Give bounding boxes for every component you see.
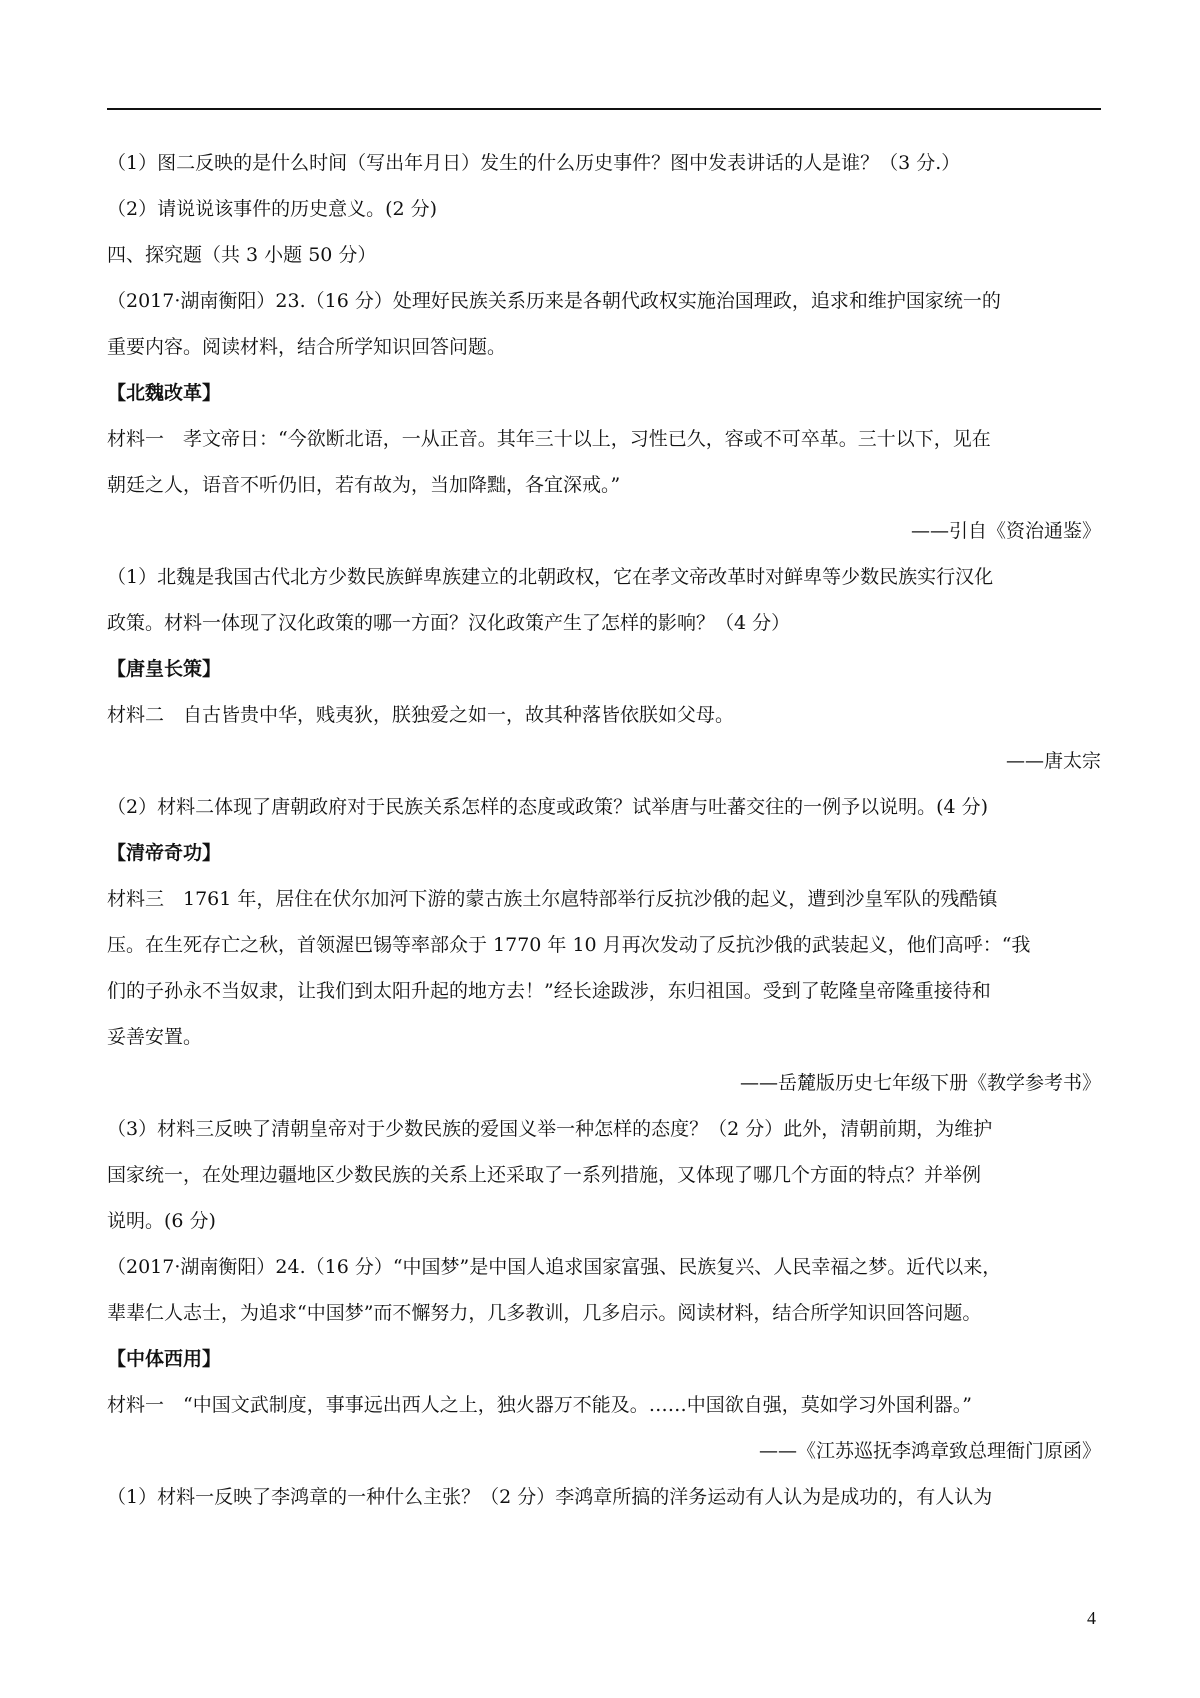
document-body <box>107 140 1101 1520</box>
text-line: （2017·湖南衡阳）23.（16 分）处理好民族关系历来是各朝代政权实施治国理政，追求和维护国家统一的 <box>107 290 1001 312</box>
text-line: 材料三 1761 年，居住在伏尔加河下游的蒙古族土尔扈特部举行反抗沙俄的起义，遭到沙皇军队的残酷镇 <box>107 888 998 910</box>
text-line: （1）材料一反映了李鸿章的一种什么主张？（2 分）李鸿章所搞的洋务运动有人认为是成功的，有人认为 <box>107 1486 993 1508</box>
text-line: 妥善安置。 <box>107 1026 203 1048</box>
header-rule <box>107 108 1101 110</box>
text-line: 重要内容。阅读材料，结合所学知识回答问题。 <box>107 336 507 358</box>
text-line: 国家统一，在处理边疆地区少数民族的关系上还采取了一系列措施，又体现了哪几个方面的特点？并举例 <box>107 1164 982 1186</box>
section-heading: 【北魏改革】 <box>107 382 222 404</box>
section-heading: 【中体西用】 <box>107 1348 222 1370</box>
source-attribution: ——唐太宗 <box>1005 750 1101 772</box>
page-number: 4 <box>1087 1608 1096 1628</box>
text-line: （3）材料三反映了清朝皇帝对于少数民族的爱国义举一种怎样的态度？（2 分）此外，清朝前期，为维护 <box>107 1118 993 1140</box>
text-line: 材料一 孝文帝日：“今欲断北语，一从正音。其年三十以上，习性已久，容或不可卒革。三十以下，见在 <box>107 428 991 450</box>
source-attribution: ——引自《资治通鉴》 <box>910 520 1101 542</box>
text-line: 四、探究题（共 3 小题 50 分） <box>107 244 377 266</box>
text-line: 压。在生死存亡之秋，首领渥巴锡等率部众于 1770 年 10 月再次发动了反抗沙俄的武装起义，他们高呼：“我 <box>107 934 1031 956</box>
text-line: 政策。材料一体现了汉化政策的哪一方面？汉化政策产生了怎样的影响？（4 分） <box>107 612 791 634</box>
text-line: （1）北魏是我国古代北方少数民族鲜卑族建立的北朝政权，它在孝文帝改革时对鲜卑等少数民族实行汉化 <box>107 566 994 588</box>
text-line: （1）图二反映的是什么时间（写出年月日）发生的什么历史事件？图中发表讲话的人是谁？（3 分.） <box>107 152 961 174</box>
text-line: （2）材料二体现了唐朝政府对于民族关系怎样的态度或政策？试举唐与吐蕃交往的一例予以说明。(4 分) <box>107 796 989 818</box>
text-line: 朝廷之人，语音不听仍旧，若有故为，当加降黜，各宜深戒。” <box>107 474 621 496</box>
text-line: 材料一 “中国文武制度，事事远出西人之上，独火器万不能及。……中国欲自强，莫如学习外国利器。” <box>107 1394 972 1416</box>
source-attribution: ——岳麓版历史七年级下册《教学参考书》 <box>739 1072 1101 1094</box>
section-heading: 【唐皇长策】 <box>107 658 222 680</box>
text-line: 辈辈仁人志士，为追求“中国梦”而不懈努力，几多教训，几多启示。阅读材料，结合所学知识回答问题。 <box>107 1302 982 1324</box>
text-line: （2）请说说该事件的历史意义。(2 分) <box>107 198 438 220</box>
source-attribution: ——《江苏巡抚李鸿章致总理衙门原函》 <box>758 1440 1101 1462</box>
section-heading: 【清帝奇功】 <box>107 842 222 864</box>
text-line: （2017·湖南衡阳）24.（16 分）“中国梦”是中国人追求国家富强、民族复兴、人民幸福之梦。近代以来， <box>107 1256 1002 1278</box>
text-line: 材料二 自古皆贵中华，贱夷狄，朕独爱之如一，故其种落皆依朕如父母。 <box>107 704 735 726</box>
text-line: 说明。(6 分) <box>107 1210 216 1232</box>
text-line: 们的子孙永不当奴隶，让我们到太阳升起的地方去！”经长途跋涉，东归祖国。受到了乾隆皇帝隆重接待和 <box>107 980 991 1002</box>
